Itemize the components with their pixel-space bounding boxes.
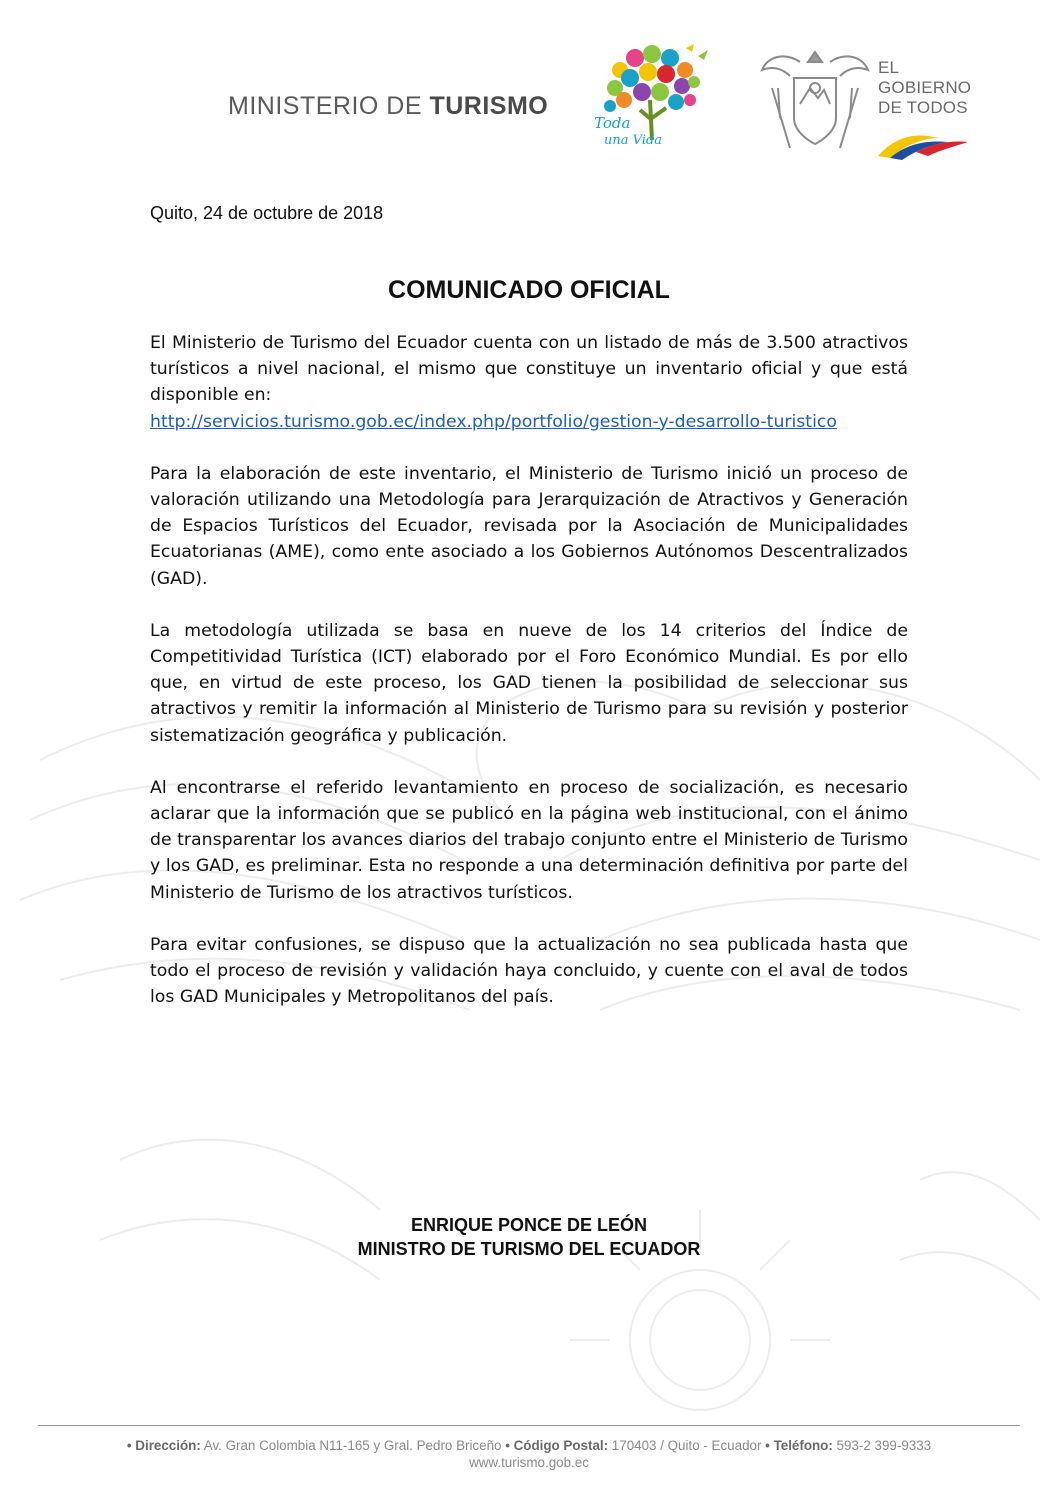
footer-divider [38,1425,1020,1426]
ministry-name-bold: TURISMO [429,92,549,120]
paragraph-5: Para evitar confusiones, se dispuso que la actualización no sea publicada hasta que todo el proceso de revisión y validación haya concluido, y cuente con el aval de todos los GAD Municipales y Metropolitanos del país. [150,934,908,1008]
toda-una-vida-logo [590,40,720,150]
paragraph-3: La metodología utilizada se basa en nueve de los 14 criterios del Índice de Competitividad Turística (ICT) elaborado por el Foro Económico Mundial. Es por ello que, en virtud de este proceso, los GAD tienen la posibilidad de seleccionar sus atractivos y remitir la información al Ministerio de Turismo para su revisión y posterior sistematización geográfica y publicación. [150,620,908,746]
footer-contact-line [0,1437,1058,1454]
footer-postal-label: • Código Postal: [505,1438,609,1453]
signatory-name: ENRIQUE PONCE DE LEÓN [410,1215,648,1235]
document-body [150,330,908,1036]
coat-of-arms-logo [760,48,870,158]
footer-phone-value: 593-2 399-9333 [832,1438,932,1453]
logo-word-una-vida: una Vida [604,133,663,148]
document-date: Quito, 24 de octubre de 2018 [150,203,384,223]
paragraph-4: Al encontrarse el referido levantamiento en proceso de socialización, es necesario aclarar que la información que se publicó en la página web institucional, con el ánimo de transparentar los avances diarios del trabajo conjunto entre el Ministerio de Turismo y los GAD, es preliminar. Esta no responde a una determinación definitiva por parte del Ministerio de Turismo de los atractivos turísticos. [150,777,908,903]
footer [0,1437,1058,1471]
paragraph-1 [150,330,908,435]
paragraph-1-text: El Ministerio de Turismo del Ecuador cuenta con un listado de más de 3.500 atractivos turísticos a nivel nacional, el mismo que constituye un inventario oficial y que está disponible en: [150,333,908,406]
footer-website[interactable]: www.turismo.gob.ec [469,1455,589,1470]
footer-address-label: • Dirección: [126,1438,201,1453]
signature-block [0,1213,1058,1261]
gov-line-1: EL [878,58,900,77]
gobierno-de-todos-text [878,58,971,118]
flag-ribbon-icon [876,130,971,162]
footer-address-value: Av. Gran Colombia N11-165 y Gral. Pedro Briceño [200,1438,506,1453]
logo-word-toda: Toda [594,114,631,132]
footer-phone-label: • Teléfono: [765,1438,833,1453]
ministry-name [228,92,548,121]
signatory-role: MINISTRO DE TURISMO DEL ECUADOR [357,1239,701,1259]
ministry-name-light: MINISTERIO DE [228,92,430,120]
gov-line-2: GOBIERNO [878,78,972,97]
document-title: COMUNICADO OFICIAL [388,276,670,304]
paragraph-2: Para la elaboración de este inventario, el Ministerio de Turismo inició un proceso de valoración utilizando una Metodología para Jerarquización de Atractivos y Generación de Espacios Turísticos del Ecuador, revisada por la Asociación de Municipalidades Ecuatorianas (AME), como ente asociado a los Gobiernos Autónomos Descentralizados (GAD). [150,463,908,589]
inventory-link[interactable]: http://servicios.turismo.gob.ec/index.php/portfolio/gestion-y-desarrollo-turistico [150,411,837,432]
gov-line-3: DE TODOS [878,98,968,117]
footer-postal-value: 170403 / Quito - Ecuador [608,1438,766,1453]
